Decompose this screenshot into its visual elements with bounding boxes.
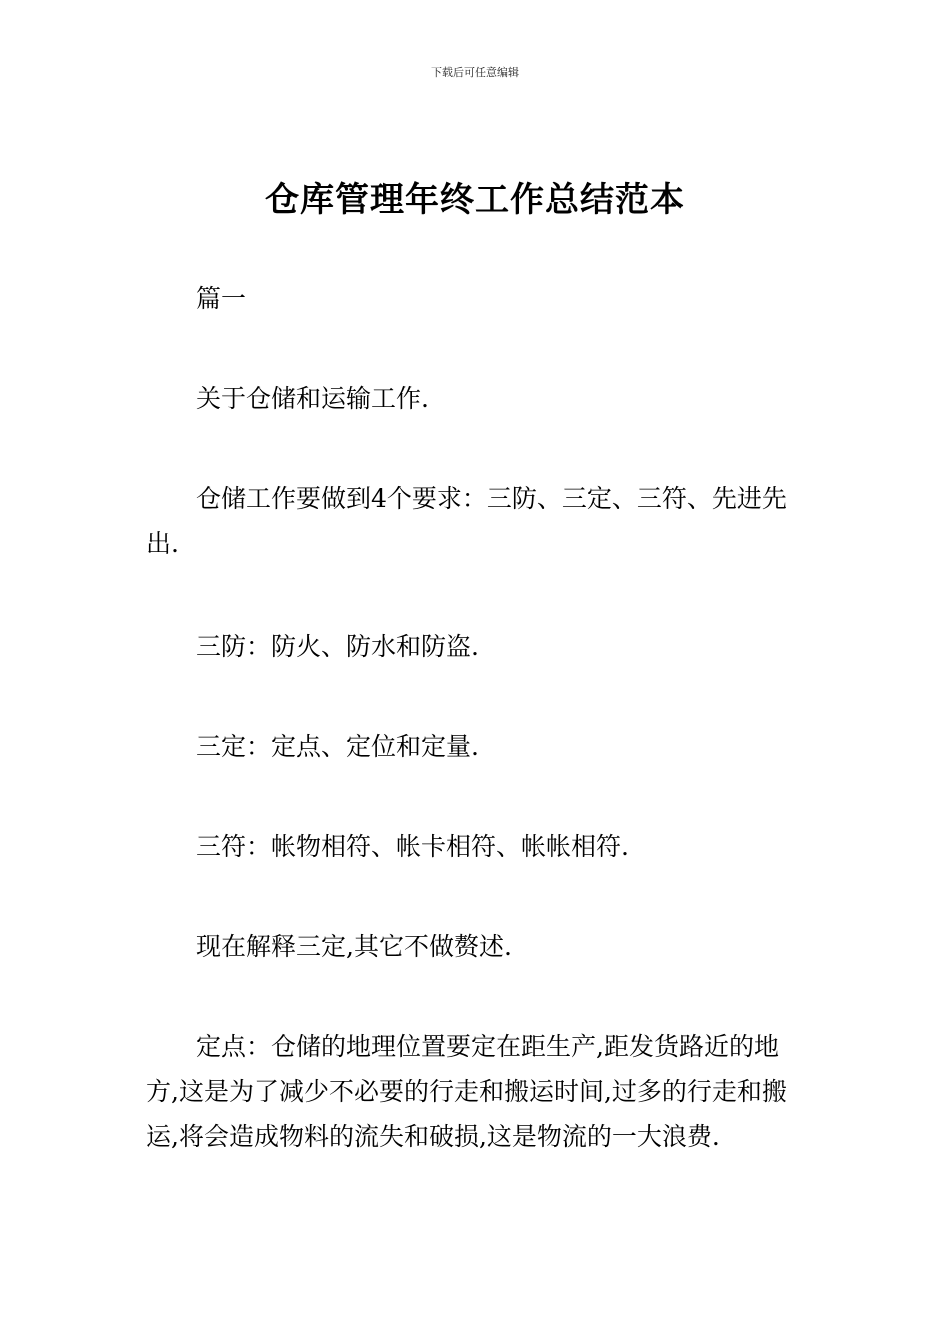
document-title: 仓库管理年终工作总结范本 [265, 180, 685, 220]
paragraph-storage-intro: 关于仓储和运输工作. [196, 384, 429, 413]
paragraph-storage-requirements: 仓储工作要做到4个要求：三防、三定、三符、先进先出. [146, 484, 787, 558]
page-header-note: 下载后可任意编辑 [431, 66, 519, 79]
paragraph-section-label: 篇一 [196, 284, 247, 313]
paragraph-three-match: 三符：帐物相符、帐卡相符、帐帐相符. [196, 832, 629, 861]
paragraph-explanation: 现在解释三定,其它不做赘述. [196, 932, 512, 961]
paragraph-three-prevent: 三防：防火、防水和防盗. [196, 632, 479, 661]
paragraph-three-fixed: 三定：定点、定位和定量. [196, 732, 479, 761]
paragraph-fixed-location: 定点：仓储的地理位置要定在距生产,距发货路近的地方,这是为了减少不必要的行走和搬运时间,过多的行走和搬运,将会造成物料的流失和破损,这是物流的一大浪费. [146, 1032, 787, 1151]
